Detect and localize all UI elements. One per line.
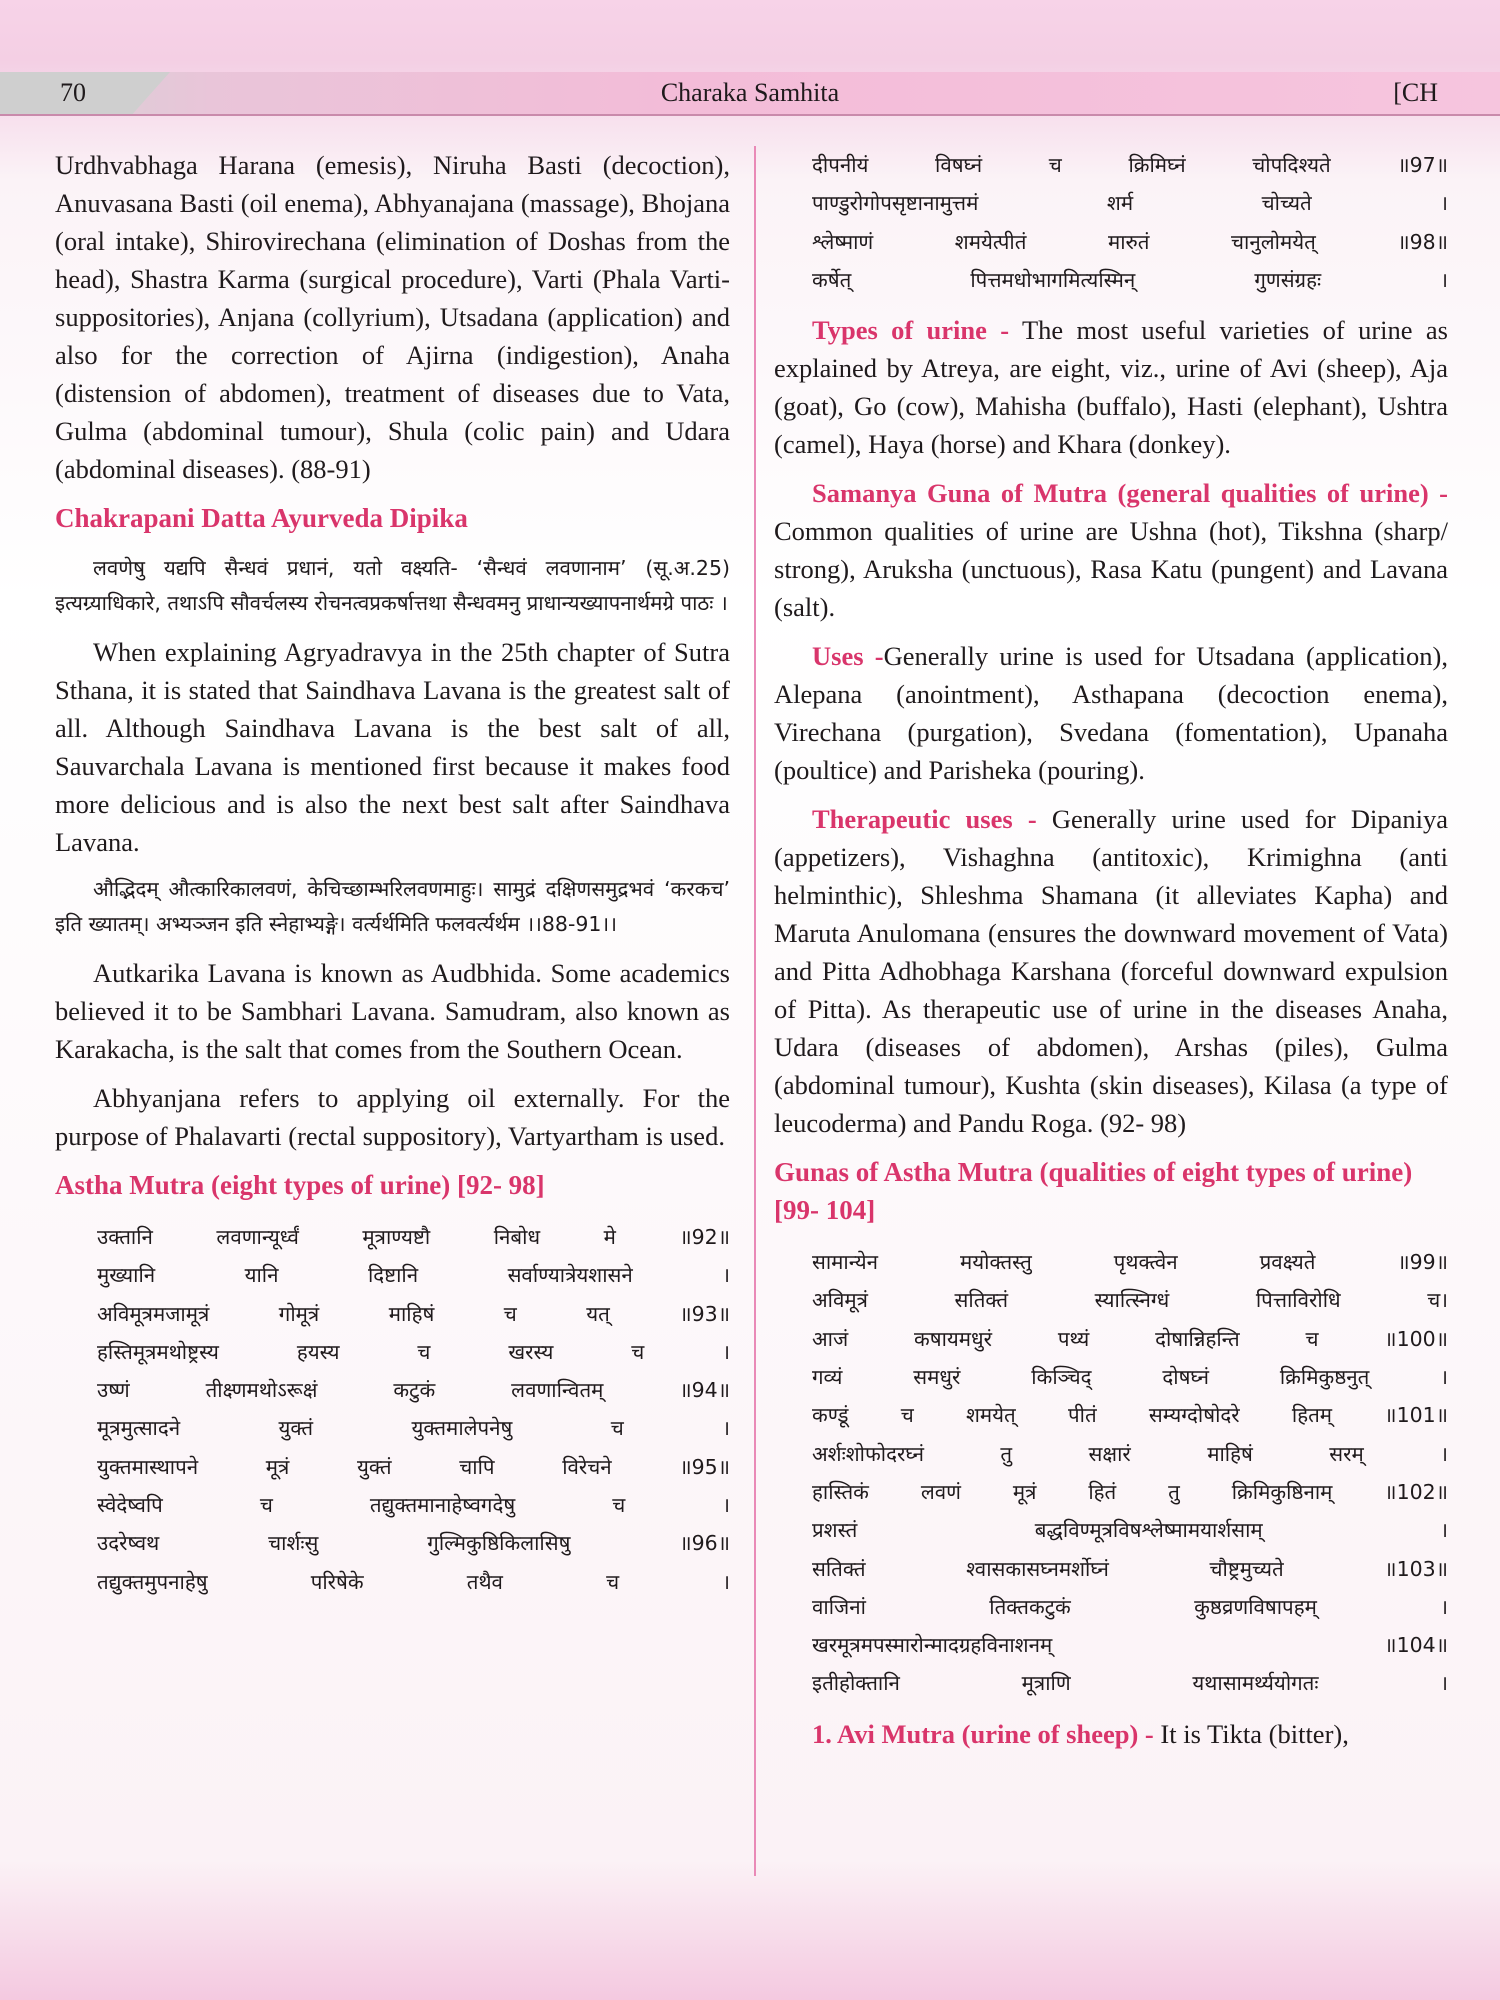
verse-line: सतिक्तं श्वासकासघ्नमर्शोघ्नं चौष्ट्रमुच्यते ॥103॥ xyxy=(812,1556,1448,1581)
paragraph-avi-mutra xyxy=(774,1715,1448,1753)
paragraph-types-of-urine xyxy=(774,311,1448,463)
text-uses: Generally urine is used for Utsadana (application), Alepana (anointment), Asthapana (decoction enema), Virechana (purgation), Svedana (fomentation), Upanaha (poultice) and Parisheka (pouring). xyxy=(774,641,1448,786)
right-column xyxy=(774,146,1448,1764)
verse-line: तद्युक्तमुपनाहेषु परिषेके तथैव च । xyxy=(97,1569,730,1594)
label-samanya-guna: Samanya Guna of Mutra (general qualities of urine) - xyxy=(812,478,1448,509)
verse-92-96 xyxy=(55,1218,730,1601)
verse-line: दीपनीयं विषघ्नं च क्रिमिघ्नं चोपदिश्यते ॥97॥ xyxy=(812,153,1448,177)
verse-line: स्वेदेष्वपि च तद्युक्तमानाहेष्वगदेषु च । xyxy=(97,1493,730,1518)
paragraph-uses-list: Urdhvabhaga Harana (emesis), Niruha Basti (decoction), Anuvasana Basti (oil enema), Abhyanajana (massage), Bhojana (oral intake), Shirovirechana (elimination of Doshas from the head), Shastra Karma (surgical procedure), Varti (Phala Varti- suppositories), Anjana (collyrium), Utsadana (application) and also for the correction of Ajirna (indigestion), Anaha (distension of abdomen), treatment of diseases due to Vata, Gulma (abdominal tumour), Shula (colic pain) and Udara (abdominal diseases). (88-91) xyxy=(55,150,730,484)
text-samanya-guna: Common qualities of urine are Ushna (hot), Tikshna (sharp/ strong), Aruksha (unctuous), Rasa Katu (pungent) and Lavana (salt). xyxy=(774,516,1448,623)
paragraph-abhyanjana: Abhyanjana refers to applying oil externally. For the purpose of Phalavarti (rectal suppository), Vartyartham is used. xyxy=(55,1083,730,1151)
sanskrit-commentary-1: लवणेषु यद्यपि सैन्धवं प्रधानं, यतो वक्ष्यति- ‘सैन्धवं लवणानाम’ (सू.अ.25) इत्यग्र्याधिकारे, तथाऽपि सौवर्चलस्य रोचनत्वप्रकर्षात्तथा सैन्धवमनु प्राधान्यख्यापनार्थमग्रे पाठः । xyxy=(55,556,730,615)
verse-line: कर्षेत् पित्तमधोभागमित्यस्मिन् गुणसंग्रहः । xyxy=(812,267,1448,292)
paragraph-samanya-guna xyxy=(774,474,1448,626)
verse-line: खरमूत्रमपस्मारोन्मादग्रहविनाशनम् ॥104॥ xyxy=(812,1633,1448,1658)
text-types-of-urine: The most useful varieties of urine as explained by Atreya, are eight, viz., urine of Avi (sheep), Aja (goat), Go (cow), Mahisha (buffalo), Hasti (elephant), Ushtra (camel), Haya (horse) and Khara (donkey). xyxy=(774,315,1448,460)
verse-97-98 xyxy=(774,146,1448,299)
text-avi-mutra: It is Tikta (bitter), xyxy=(1153,1718,1349,1749)
label-avi-mutra: 1. Avi Mutra (urine of sheep) - xyxy=(812,1718,1154,1749)
verse-line: इतीहोक्तानि मूत्राणि यथासामर्थ्ययोगतः । xyxy=(812,1671,1448,1696)
verse-line: पाण्डुरोगोपसृष्टानामुत्तमं शर्म चोच्यते । xyxy=(812,191,1448,216)
verse-line: अविमूत्रं सतिक्तं स्यात्स्निग्धं पित्ताविरोधि च। xyxy=(812,1288,1448,1313)
verse-line: गव्यं समधुरं किञ्चिद् दोषघ्नं क्रिमिकुष्ठनुत् । xyxy=(812,1365,1448,1390)
paragraph-uses xyxy=(774,637,1448,789)
verse-line: प्रशस्तं बद्धविण्मूत्रविषश्लेष्मामयार्शसाम् । xyxy=(812,1518,1448,1543)
verse-line: हस्तिमूत्रमथोष्ट्रस्य हयस्य च खरस्य च । xyxy=(97,1339,730,1364)
heading-gunas-astha-mutra: Gunas of Astha Mutra (qualities of eight types of urine) [99- 104] xyxy=(774,1157,1413,1226)
page-number: 70 xyxy=(60,78,86,107)
verse-line: उदरेष्वथ चार्शःसु गुल्मिकुष्ठिकिलासिषु ॥96॥ xyxy=(97,1531,730,1556)
sanskrit-commentary-2: औद्भिदम् औत्कारिकालवणं, केचिच्छाम्भरिलवणमाहुः। सामुद्रं दक्षिणसमुद्रभवं ‘करकच’ इति ख्यातम्। अभ्यञ्जन इति स्नेहाभ्यङ्गे। वर्त्यर्थमिति फलवर्त्यर्थम ।।88-91।। xyxy=(55,877,730,936)
heading-astha-mutra: Astha Mutra (eight types of urine) [92- 98] xyxy=(55,1170,545,1200)
verse-line: अविमूत्रमजामूत्रं गोमूत्रं माहिषं च यत् ॥93॥ xyxy=(97,1301,730,1326)
verse-line: कण्डूं च शमयेत् पीतं सम्यग्दोषोदरे हितम् ॥101॥ xyxy=(812,1403,1448,1428)
chapter-mark: [CH xyxy=(1393,78,1438,107)
verse-line: सामान्येन मयोक्तस्तु पृथक्त्वेन प्रवक्ष्यते ॥99॥ xyxy=(812,1250,1448,1275)
verse-line: उष्णं तीक्ष्णमथोऽरूक्षं कटुकं लवणान्वितम् ॥94॥ xyxy=(97,1378,730,1403)
verse-line: युक्तमास्थापने मूत्रं युक्तं चापि विरेचने ॥95॥ xyxy=(97,1454,730,1479)
label-therapeutic-uses: Therapeutic uses - xyxy=(812,804,1037,835)
verse-line: वाजिनां तिक्तकटुकं कुष्ठव्रणविषापहम् । xyxy=(812,1594,1448,1619)
verse-line: श्लेष्माणं शमयेत्पीतं मारुतं चानुलोमयेत् ॥98॥ xyxy=(812,229,1448,254)
verse-line: हास्तिकं लवणं मूत्रं हितं तु क्रिमिकुष्ठिनाम् ॥102॥ xyxy=(812,1479,1448,1504)
verse-line: मूत्रमुत्सादने युक्तं युक्तमालेपनेषु च । xyxy=(97,1416,730,1441)
paragraph-agryadravya: When explaining Agryadravya in the 25th chapter of Sutra Sthana, it is stated that Saindhava Lavana is the greatest salt of all. Although Saindhava Lavana is the best salt of all, Sauvarchala Lavana is mentioned first because it makes food more delicious and is also the next best salt after Saindhava Lavana. xyxy=(55,637,730,857)
running-title: Charaka Samhita xyxy=(660,78,840,107)
heading-chakrapani: Chakrapani Datta Ayurveda Dipika xyxy=(55,503,468,533)
label-types-of-urine: Types of urine - xyxy=(812,315,1010,346)
verse-line: आजं कषायमधुरं पथ्यं दोषान्निहन्ति च ॥100॥ xyxy=(812,1326,1448,1351)
paragraph-therapeutic-uses xyxy=(774,800,1448,1142)
left-column xyxy=(55,146,730,1613)
column-divider xyxy=(754,146,756,1876)
verse-line: अर्शःशोफोदरघ्नं तु सक्षारं माहिषं सरम् । xyxy=(812,1441,1448,1466)
text-therapeutic-uses: Generally urine used for Dipaniya (appetizers), Vishaghna (antitoxic), Krimighna (anti helminthic), Shleshma Shamana (it alleviates Kapha) and Maruta Anulomana (ensures the downward movement of Vata) and Pitta Adhobhaga Karshana (forceful downward expulsion of Pitta). As therapeutic use of urine in the diseases Anaha, Udara (diseases of abdomen), Arshas (piles), Gulma (abdominal tumour), Kushta (skin diseases), Kilasa (a type of leucoderma) and Pandu Roga. (92- 98) xyxy=(774,804,1448,1139)
paragraph-autkarika: Autkarika Lavana is known as Audbhida. Some academics believed it to be Sambhari Lavana. Samudram, also known as Karakacha, is the salt that comes from the Southern Ocean. xyxy=(55,958,730,1064)
verse-line: मुख्यानि यानि दिष्टानि सर्वाण्यात्रेयशासने । xyxy=(97,1263,730,1288)
verse-99-104 xyxy=(774,1243,1448,1703)
label-uses: Uses - xyxy=(812,641,884,672)
verse-line: उक्तानि लवणान्यूर्ध्वं मूत्राण्यष्टौ निबोध मे ॥92॥ xyxy=(97,1225,730,1249)
